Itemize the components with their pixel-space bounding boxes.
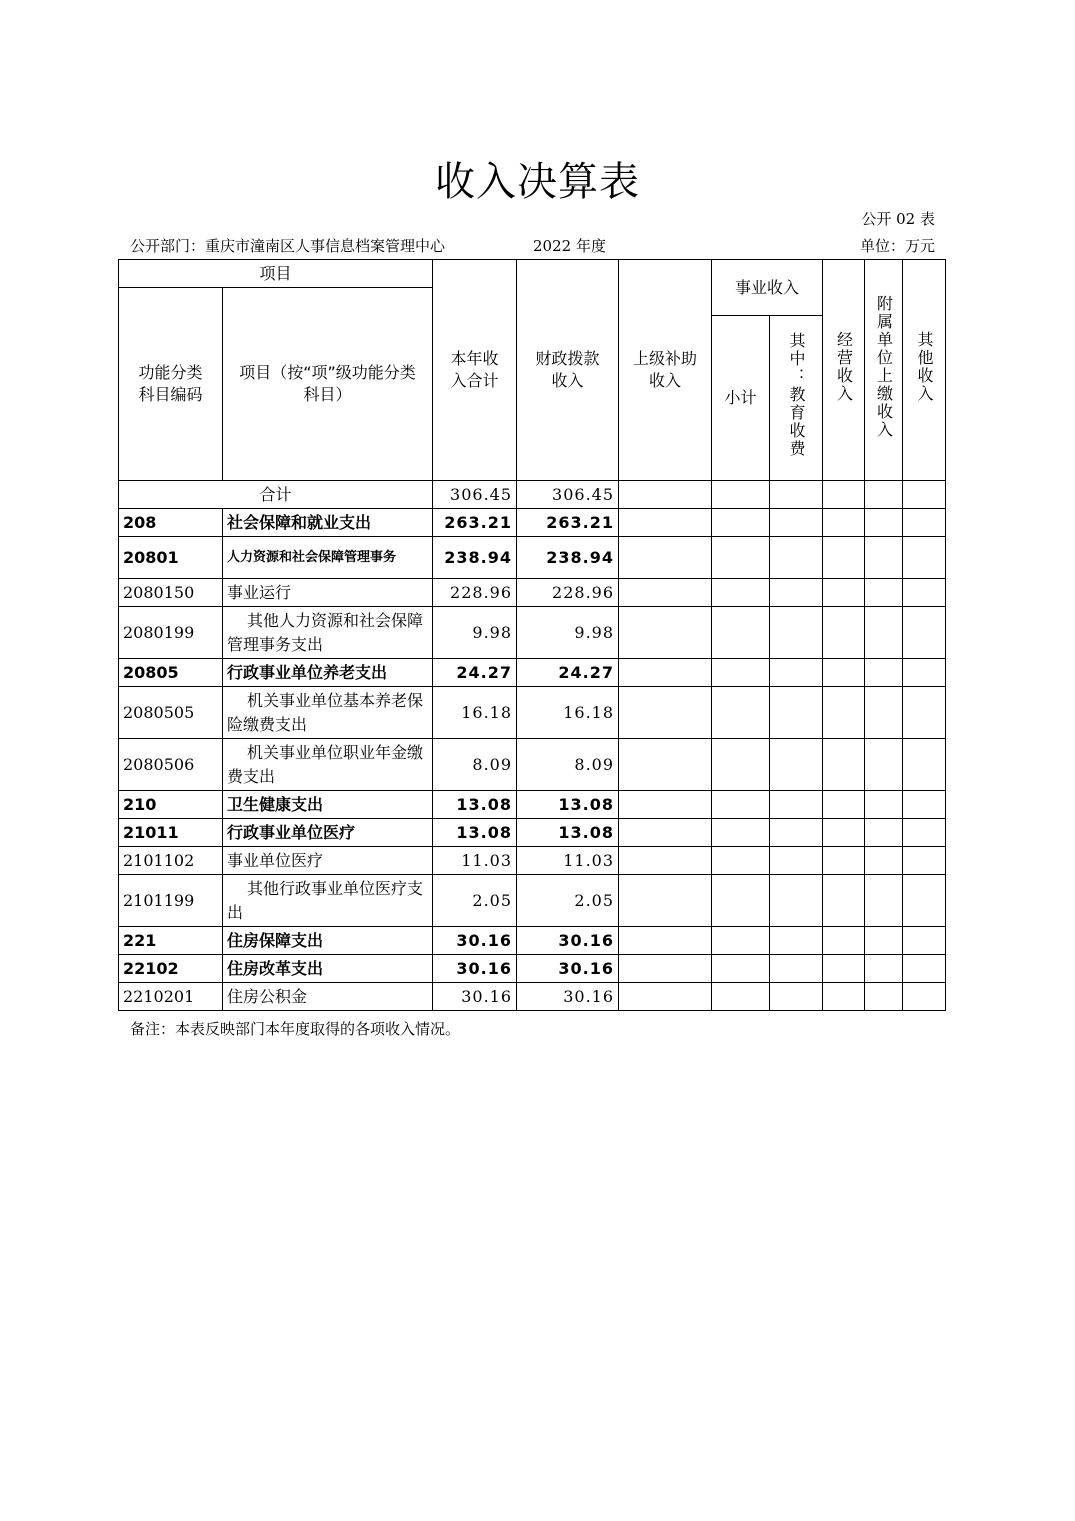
header-edu: 其中：教育收费 (770, 316, 823, 481)
unit-label: 单位：万元 (859, 237, 935, 255)
header-item: 项目 (119, 260, 433, 288)
table-row: 20805 行政事业单位养老支出 24.27 24.27 (119, 659, 946, 687)
header-other: 其他收入 (903, 260, 946, 481)
header-subtotal: 小计 (712, 316, 770, 481)
table-row: 21011 行政事业单位医疗 13.08 13.08 (119, 819, 946, 847)
table-row: 2101199 其他行政事业单位医疗支出 2.05 2.05 (119, 875, 946, 927)
header-business: 事业收入 (712, 260, 823, 316)
department-label: 公开部门：重庆市潼南区人事信息档案管理中心 (130, 237, 446, 255)
table-row: 208 社会保障和就业支出 263.21 263.21 (119, 509, 946, 537)
total-fiscal: 306.45 (517, 481, 619, 509)
page-title: 收入决算表 (435, 159, 640, 205)
header-code: 功能分类科目编码 (119, 288, 223, 481)
total-label: 合计 (119, 481, 433, 509)
table-row: 2080506 机关事业单位职业年金缴费支出 8.09 8.09 (119, 739, 946, 791)
table-row: 22102 住房改革支出 30.16 30.16 (119, 955, 946, 983)
header-operating: 经营收入 (823, 260, 865, 481)
table-row: 221 住房保障支出 30.16 30.16 (119, 927, 946, 955)
table-row: 2101102 事业单位医疗 11.03 11.03 (119, 847, 946, 875)
total-value: 306.45 (433, 481, 517, 509)
header-name: 项目（按“项”级功能分类科目） (223, 288, 433, 481)
year-label: 2022 年度 (533, 237, 606, 255)
form-number: 公开 02 表 (861, 210, 935, 228)
header-fiscal: 财政拨款收入 (517, 260, 619, 481)
total-row (119, 481, 946, 509)
table-row: 2080199 其他人力资源和社会保障管理事务支出 9.98 9.98 (119, 607, 946, 659)
header-total: 本年收入合计 (433, 260, 517, 481)
table-row: 210 卫生健康支出 13.08 13.08 (119, 791, 946, 819)
footnote: 备注：本表反映部门本年度取得的各项收入情况。 (130, 1020, 461, 1038)
table-row: 2080150 事业运行 228.96 228.96 (119, 579, 946, 607)
table-row: 2080505 机关事业单位基本养老保险缴费支出 16.18 16.18 (119, 687, 946, 739)
header-affiliated: 附属单位上缴收入 (865, 260, 903, 481)
table-row: 20801 人力资源和社会保障管理事务 238.94 238.94 (119, 537, 946, 579)
header-superior: 上级补助收入 (619, 260, 712, 481)
income-table (118, 259, 946, 1011)
table-row: 2210201 住房公积金 30.16 30.16 (119, 983, 946, 1011)
